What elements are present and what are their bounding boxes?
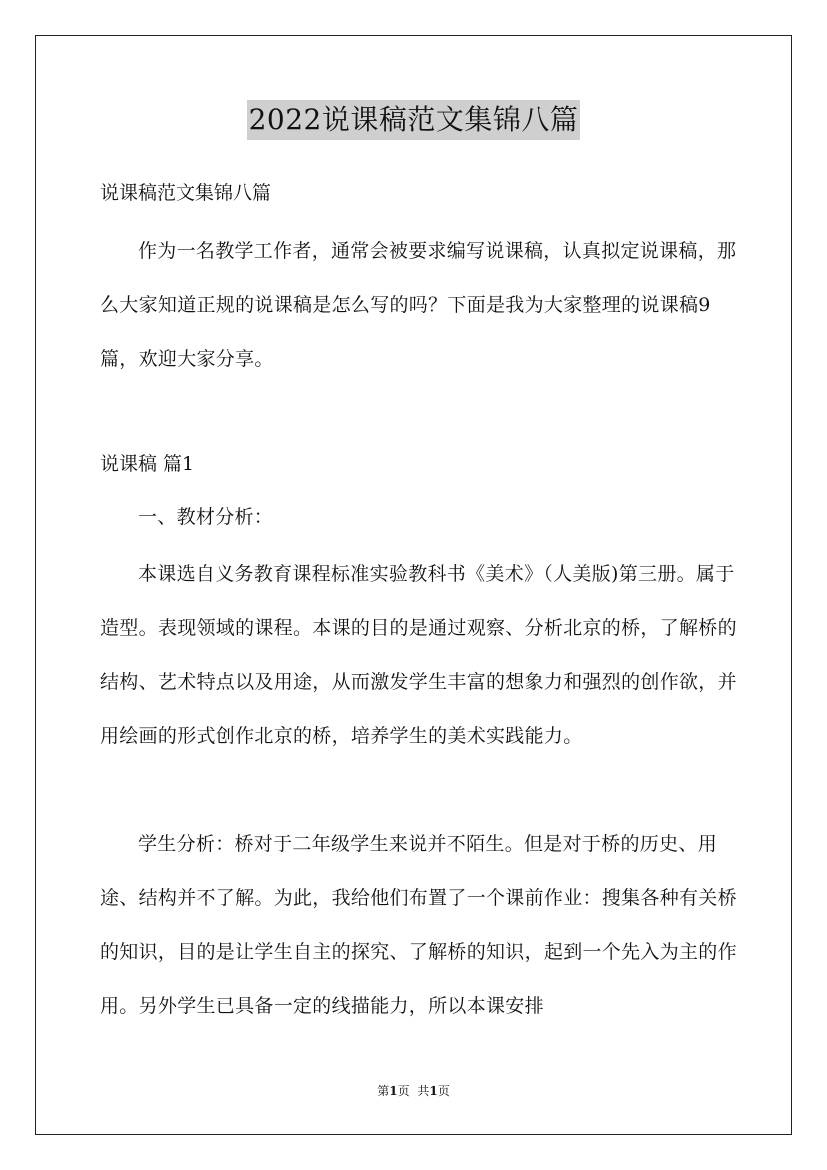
footer-total-prefix: 共 <box>417 1084 430 1098</box>
paragraph-teaching-material-heading: 一、教材分析： <box>138 506 274 528</box>
footer-page-prefix: 第 <box>377 1084 390 1098</box>
title-container <box>0 100 827 140</box>
paragraph-teaching-material: 本课选自义务教育课程标准实验教科书《美术》（人美版)第三册。属于造型。表现领域的课程。本课的目的是通过观察、分析北京的桥，了解桥的结构、艺术特点以及用途，从而激发学生丰富的想象力和强烈的创作欲，并用绘画的形式创作北京的桥，培养学生的美术实践能力。 <box>100 563 737 747</box>
intro-paragraph: 作为一名教学工作者，通常会被要求编写说课稿，认真拟定说课稿，那么大家知道正规的说课稿是怎么写的吗？下面是我为大家整理的说课稿9篇，欢迎大家分享。 <box>100 240 737 370</box>
section-heading: 说课稿 篇1 <box>100 453 195 475</box>
footer-page-number: 1 <box>389 1084 398 1098</box>
paragraph-student-analysis: 学生分析：桥对于二年级学生来说并不陌生。但是对于桥的历史、用途、结构并不了解。为此，我给他们布置了一个课前作业：搜集各种有关桥的知识，目的是让学生自主的探究、了解桥的知识，起到一个先入为主的作用。另外学生已具备一定的线描能力，所以本课安排 <box>100 833 737 1017</box>
footer-total-suffix: 页 <box>437 1084 450 1098</box>
page-footer <box>0 1082 827 1100</box>
footer-total-pages: 1 <box>429 1084 438 1098</box>
document-title: 2022说课稿范文集锦八篇 <box>247 100 581 140</box>
document-subtitle: 说课稿范文集锦八篇 <box>100 182 272 204</box>
footer-page-suffix: 页 <box>397 1084 410 1098</box>
